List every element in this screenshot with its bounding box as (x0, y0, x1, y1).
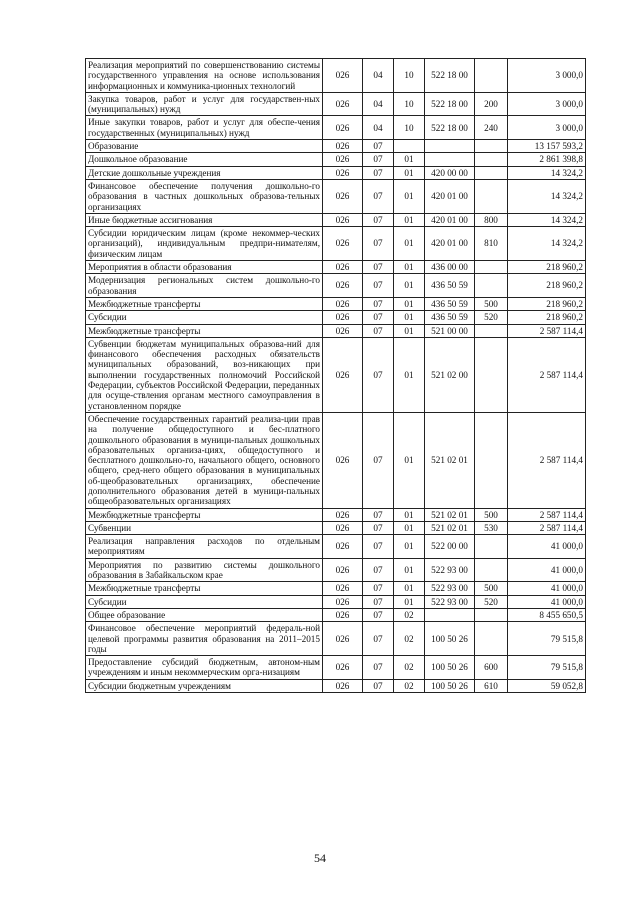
row-subsection-code: 01 (394, 261, 425, 274)
row-amount: 218 960,2 (508, 297, 586, 310)
row-subsection-code: 01 (394, 535, 425, 559)
row-name: Общее образование (86, 608, 323, 621)
row-subsection-code: 01 (394, 153, 425, 166)
row-expense-type (475, 608, 508, 621)
row-expense-type (475, 337, 508, 412)
budget-table (85, 58, 586, 693)
row-target-article (425, 153, 475, 166)
row-amount: 2 587 114,4 (508, 521, 586, 534)
table-row (86, 324, 586, 337)
row-subsection-code: 01 (394, 297, 425, 310)
row-amount: 13 157 593,2 (508, 140, 586, 153)
row-subsection-code: 02 (394, 656, 425, 680)
row-name: Субвенции бюджетам муниципальных образова-ний для финансового обеспечения расходных обязательств муниципальных образований, воз-никающих при выполнении государственных полномочий Российской Федерации, субъектов Российской Федерации, переданных для осуще-ствления органам местного самоуправления в установленном порядке (86, 337, 323, 412)
table-row (86, 261, 586, 274)
row-name: Финансовое обеспечение получения дошкольно-го образования в частных дошкольных образова-тельных организациях (86, 179, 323, 213)
row-section-code: 07 (363, 337, 394, 412)
row-amount: 59 052,8 (508, 679, 586, 692)
row-subsection-code: 01 (394, 227, 425, 261)
row-subsection-code: 01 (394, 311, 425, 324)
row-target-article: 522 93 00 (425, 558, 475, 582)
row-amount: 2 587 114,4 (508, 337, 586, 412)
row-target-article: 436 50 59 (425, 274, 475, 298)
row-amount: 41 000,0 (508, 535, 586, 559)
row-amount: 2 861 398,8 (508, 153, 586, 166)
row-amount: 14 324,2 (508, 179, 586, 213)
row-section-code: 07 (363, 274, 394, 298)
row-amount: 14 324,2 (508, 227, 586, 261)
row-name: Детские дошкольные учреждения (86, 166, 323, 179)
row-name: Межбюджетные трансферты (86, 508, 323, 521)
row-expense-type: 520 (475, 595, 508, 608)
row-target-article: 522 00 00 (425, 535, 475, 559)
table-row (86, 166, 586, 179)
row-subsection-code (394, 140, 425, 153)
row-name: Иные закупки товаров, работ и услуг для обеспе-чения государственных (муниципальных) нужд (86, 116, 323, 140)
row-expense-type (475, 261, 508, 274)
row-target-article: 521 02 01 (425, 521, 475, 534)
row-ved-code: 026 (323, 558, 363, 582)
row-expense-type: 800 (475, 213, 508, 226)
row-expense-type (475, 558, 508, 582)
row-name: Модернизация региональных систем дошкольно-го образования (86, 274, 323, 298)
row-expense-type (475, 166, 508, 179)
row-ved-code: 026 (323, 582, 363, 595)
table-row (86, 153, 586, 166)
row-section-code: 07 (363, 582, 394, 595)
row-section-code: 04 (363, 59, 394, 93)
row-target-article: 420 00 00 (425, 166, 475, 179)
row-target-article: 420 01 00 (425, 227, 475, 261)
row-amount: 218 960,2 (508, 311, 586, 324)
row-subsection-code: 01 (394, 179, 425, 213)
table-row (86, 274, 586, 298)
row-name: Межбюджетные трансферты (86, 324, 323, 337)
row-target-article: 521 00 00 (425, 324, 475, 337)
row-section-code: 07 (363, 412, 394, 508)
row-subsection-code: 01 (394, 412, 425, 508)
row-amount: 2 587 114,4 (508, 412, 586, 508)
row-section-code: 07 (363, 521, 394, 534)
row-subsection-code: 01 (394, 337, 425, 412)
row-name: Обеспечение государственных гарантий реализа-ции прав на получение общедоступного и бес-платного дошкольного образования в муници-пальных дошкольных образовательных организа-циях, общедоступного и бесплатного дошкольно-го, начального общего, основного общего, сред-него общего образования в муниципальных об-щеобразовательных организациях, обеспечение дополнительного образования детей в муници-пальных общеобразовательных организациях (86, 412, 323, 508)
row-amount: 14 324,2 (508, 213, 586, 226)
row-name: Субсидии юридическим лицам (кроме некоммер-ческих организаций), индивидуальным предпри-нимателям, физическим лицам (86, 227, 323, 261)
row-subsection-code: 01 (394, 508, 425, 521)
row-subsection-code: 01 (394, 213, 425, 226)
row-ved-code: 026 (323, 297, 363, 310)
row-ved-code: 026 (323, 608, 363, 621)
row-subsection-code: 01 (394, 274, 425, 298)
row-amount: 218 960,2 (508, 274, 586, 298)
row-section-code: 07 (363, 656, 394, 680)
row-name: Предоставление субсидий бюджетным, автоном-ным учреждениям и иным некоммерческим орга-низациям (86, 656, 323, 680)
row-expense-type: 600 (475, 656, 508, 680)
row-name: Субсидии бюджетным учреждениям (86, 679, 323, 692)
row-target-article: 100 50 26 (425, 622, 475, 656)
row-name: Реализация мероприятий по совершенствованию системы государственного управления на основе использования информационных и коммуника-ционных технологий (86, 59, 323, 93)
row-amount: 41 000,0 (508, 582, 586, 595)
row-section-code: 07 (363, 140, 394, 153)
table-row (86, 227, 586, 261)
row-target-article: 420 01 00 (425, 213, 475, 226)
row-ved-code: 026 (323, 261, 363, 274)
table-body (86, 59, 586, 693)
row-expense-type: 610 (475, 679, 508, 692)
row-ved-code: 026 (323, 153, 363, 166)
row-target-article: 522 18 00 (425, 92, 475, 116)
row-ved-code: 026 (323, 179, 363, 213)
row-ved-code: 026 (323, 521, 363, 534)
row-amount: 79 515,8 (508, 656, 586, 680)
row-ved-code: 026 (323, 311, 363, 324)
row-subsection-code: 10 (394, 92, 425, 116)
row-section-code: 07 (363, 622, 394, 656)
table-row (86, 595, 586, 608)
row-expense-type: 500 (475, 297, 508, 310)
row-subsection-code: 10 (394, 59, 425, 93)
row-expense-type: 520 (475, 311, 508, 324)
row-amount: 3 000,0 (508, 116, 586, 140)
row-target-article: 522 93 00 (425, 582, 475, 595)
row-section-code: 07 (363, 311, 394, 324)
row-section-code: 04 (363, 92, 394, 116)
row-name: Мероприятия в области образования (86, 261, 323, 274)
row-subsection-code: 02 (394, 679, 425, 692)
row-amount: 41 000,0 (508, 595, 586, 608)
row-expense-type (475, 153, 508, 166)
row-expense-type: 240 (475, 116, 508, 140)
row-name: Субсидии (86, 311, 323, 324)
row-amount: 14 324,2 (508, 166, 586, 179)
row-section-code: 07 (363, 153, 394, 166)
row-section-code: 07 (363, 166, 394, 179)
row-section-code: 07 (363, 213, 394, 226)
row-ved-code: 026 (323, 679, 363, 692)
row-target-article (425, 608, 475, 621)
table-row (86, 535, 586, 559)
row-target-article: 521 02 00 (425, 337, 475, 412)
row-section-code: 07 (363, 324, 394, 337)
table-row (86, 140, 586, 153)
table-row (86, 521, 586, 534)
row-ved-code: 026 (323, 324, 363, 337)
row-ved-code: 026 (323, 140, 363, 153)
row-expense-type (475, 59, 508, 93)
table-row (86, 582, 586, 595)
row-target-article: 522 18 00 (425, 59, 475, 93)
row-target-article: 436 00 00 (425, 261, 475, 274)
row-section-code: 07 (363, 508, 394, 521)
row-expense-type (475, 535, 508, 559)
row-section-code: 07 (363, 679, 394, 692)
row-section-code: 07 (363, 535, 394, 559)
row-subsection-code: 01 (394, 582, 425, 595)
table-row (86, 656, 586, 680)
row-target-article: 436 50 59 (425, 311, 475, 324)
row-expense-type (475, 324, 508, 337)
row-name: Финансовое обеспечение мероприятий федераль-ной целевой программы развития образования на 2011–2015 годы (86, 622, 323, 656)
row-expense-type: 810 (475, 227, 508, 261)
table-row (86, 508, 586, 521)
row-ved-code: 026 (323, 92, 363, 116)
row-ved-code: 026 (323, 116, 363, 140)
row-expense-type: 500 (475, 582, 508, 595)
table-row (86, 213, 586, 226)
row-amount: 218 960,2 (508, 261, 586, 274)
table-row (86, 311, 586, 324)
row-ved-code: 026 (323, 337, 363, 412)
row-amount: 3 000,0 (508, 59, 586, 93)
row-expense-type: 530 (475, 521, 508, 534)
row-target-article: 521 02 01 (425, 412, 475, 508)
row-target-article: 521 02 01 (425, 508, 475, 521)
row-ved-code: 026 (323, 166, 363, 179)
row-expense-type: 200 (475, 92, 508, 116)
row-name: Межбюджетные трансферты (86, 297, 323, 310)
table-row (86, 59, 586, 93)
table-row (86, 412, 586, 508)
row-name: Закупка товаров, работ и услуг для государствен-ных (муниципальных) нужд (86, 92, 323, 116)
row-expense-type (475, 412, 508, 508)
row-subsection-code: 10 (394, 116, 425, 140)
row-ved-code: 026 (323, 227, 363, 261)
row-ved-code: 026 (323, 656, 363, 680)
table-row (86, 558, 586, 582)
row-name: Иные бюджетные ассигнования (86, 213, 323, 226)
row-target-article: 100 50 26 (425, 656, 475, 680)
row-ved-code: 026 (323, 622, 363, 656)
table-row (86, 179, 586, 213)
row-ved-code: 026 (323, 213, 363, 226)
row-amount: 8 455 650,5 (508, 608, 586, 621)
row-subsection-code: 01 (394, 595, 425, 608)
row-ved-code: 026 (323, 508, 363, 521)
row-section-code: 07 (363, 179, 394, 213)
row-name: Образование (86, 140, 323, 153)
row-name: Субвенции (86, 521, 323, 534)
table-row (86, 116, 586, 140)
row-ved-code: 026 (323, 595, 363, 608)
row-ved-code: 026 (323, 59, 363, 93)
row-section-code: 04 (363, 116, 394, 140)
row-name: Дошкольное образование (86, 153, 323, 166)
row-subsection-code: 01 (394, 324, 425, 337)
table-row (86, 297, 586, 310)
row-target-article: 522 18 00 (425, 116, 475, 140)
row-name: Межбюджетные трансферты (86, 582, 323, 595)
row-target-article: 100 50 26 (425, 679, 475, 692)
row-expense-type: 500 (475, 508, 508, 521)
row-target-article (425, 140, 475, 153)
row-subsection-code: 01 (394, 166, 425, 179)
row-amount: 2 587 114,4 (508, 324, 586, 337)
table-row (86, 92, 586, 116)
row-amount: 79 515,8 (508, 622, 586, 656)
page-number: 54 (314, 851, 326, 865)
row-section-code: 07 (363, 595, 394, 608)
row-subsection-code: 01 (394, 521, 425, 534)
row-section-code: 07 (363, 608, 394, 621)
row-expense-type (475, 179, 508, 213)
row-subsection-code: 02 (394, 622, 425, 656)
row-section-code: 07 (363, 297, 394, 310)
row-target-article: 436 50 59 (425, 297, 475, 310)
row-ved-code: 026 (323, 535, 363, 559)
row-name: Субсидии (86, 595, 323, 608)
row-section-code: 07 (363, 227, 394, 261)
row-subsection-code: 01 (394, 558, 425, 582)
row-amount: 3 000,0 (508, 92, 586, 116)
row-name: Реализация направления расходов по отдельным мероприятиям (86, 535, 323, 559)
row-expense-type (475, 140, 508, 153)
table-row (86, 337, 586, 412)
row-amount: 41 000,0 (508, 558, 586, 582)
row-target-article: 420 01 00 (425, 179, 475, 213)
row-amount: 2 587 114,4 (508, 508, 586, 521)
row-expense-type (475, 274, 508, 298)
table-row (86, 608, 586, 621)
row-expense-type (475, 622, 508, 656)
row-section-code: 07 (363, 261, 394, 274)
table-row (86, 679, 586, 692)
row-target-article: 522 93 00 (425, 595, 475, 608)
row-subsection-code: 02 (394, 608, 425, 621)
row-ved-code: 026 (323, 274, 363, 298)
row-name: Мероприятия по развитию системы дошкольного образования в Забайкальском крае (86, 558, 323, 582)
row-ved-code: 026 (323, 412, 363, 508)
table-row (86, 622, 586, 656)
row-section-code: 07 (363, 558, 394, 582)
